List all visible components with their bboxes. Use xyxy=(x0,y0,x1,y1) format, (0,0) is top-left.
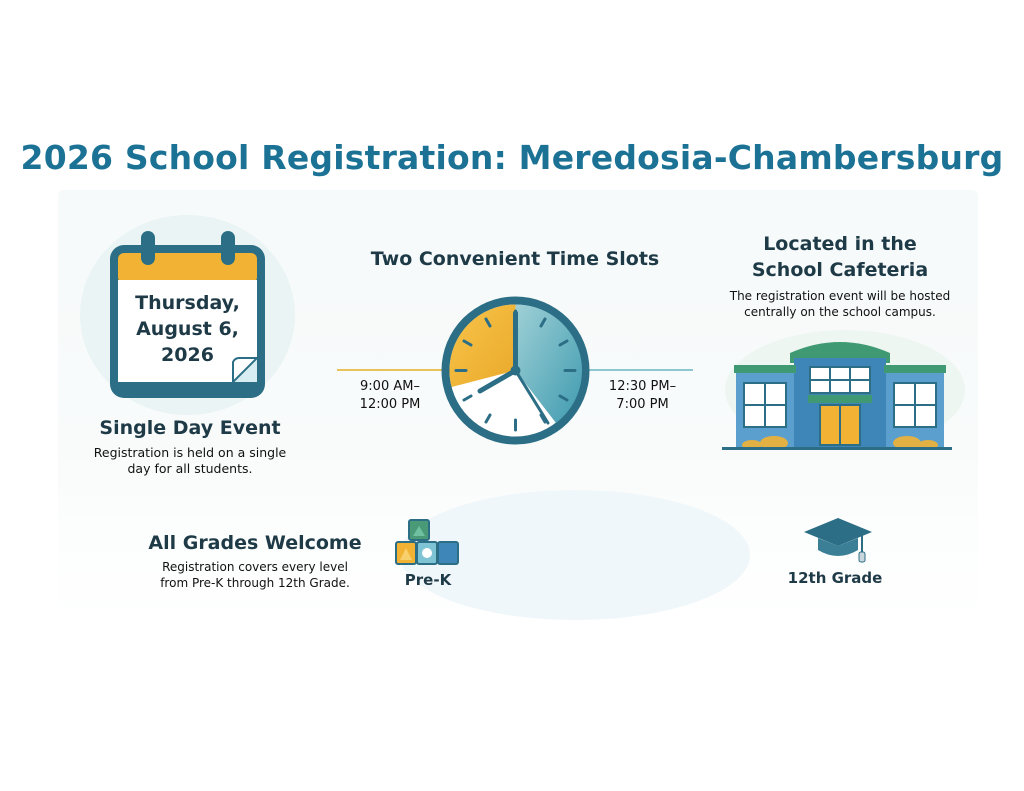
location-description: The registration event will be hosted centrally on the school campus. xyxy=(729,289,951,319)
grades-description: Registration covers every level from Pre-K through 12th Grade. xyxy=(160,560,350,590)
page-title: 2026 School Registration: Meredosia-Chambersburg xyxy=(20,138,1004,177)
afternoon-line xyxy=(588,369,693,371)
graduation-cap-icon xyxy=(800,514,876,566)
grades-heading: All Grades Welcome xyxy=(148,532,362,554)
registration-date xyxy=(120,290,255,368)
time-slots-heading: Two Convenient Time Slots xyxy=(370,248,660,270)
pre-k-label: Pre-K xyxy=(404,571,452,589)
morning-slot: 9:00 AM– 12:00 PM xyxy=(359,379,421,412)
single-day-description: Registration is held on a single day for all students. xyxy=(93,445,287,476)
twelfth-grade-label: 12th Grade xyxy=(787,569,883,587)
single-day-heading: Single Day Event xyxy=(99,417,281,439)
morning-line xyxy=(337,369,445,371)
date-weekday: Thursday, xyxy=(135,292,240,314)
location-heading: Located in the School Cafeteria xyxy=(751,233,929,281)
toy-blocks-icon xyxy=(393,518,463,568)
date-month-day: August 6, xyxy=(136,318,239,340)
clock-icon xyxy=(438,293,593,448)
afternoon-slot: 12:30 PM– 7:00 PM xyxy=(608,379,677,412)
date-year: 2026 xyxy=(161,344,214,366)
school-building-icon xyxy=(722,333,952,451)
